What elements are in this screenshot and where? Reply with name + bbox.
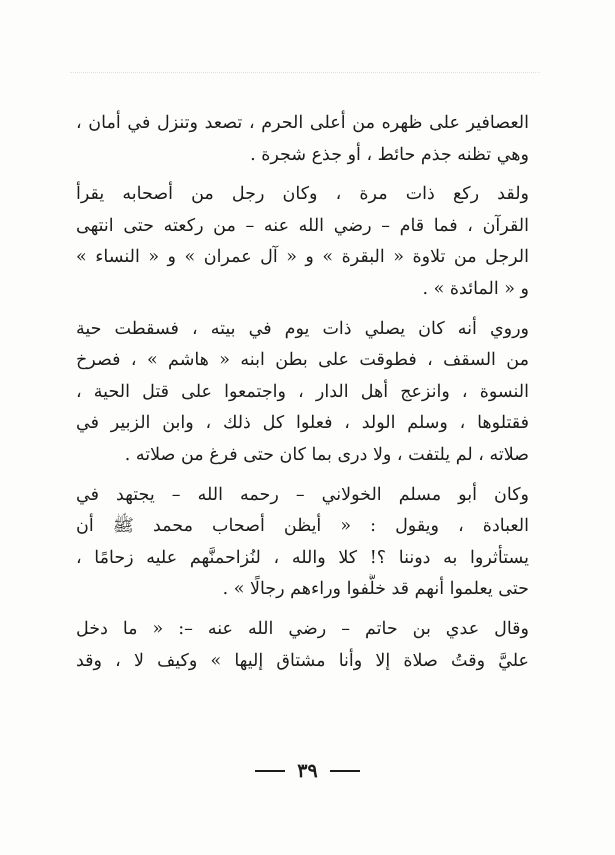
text-line: الرجل من تلاوة « البقرة » و « آل عمران » و « النساء »	[76, 247, 529, 268]
text-line: حتى يعلموا أنهم قد خلَّفوا وراءهم رجالًا » .	[222, 579, 529, 600]
text-line: ولقد ركع ذات مرة ، وكان رجل من أصحابه يقرأ	[76, 184, 529, 205]
dash-right	[330, 770, 360, 772]
text-line: يستأثروا به دوننا ؟! كلا والله ، لنُزاحمنَّهم عليه زحامًا ،	[76, 547, 529, 568]
text-line: من السقف ، فطوقت على بطن ابنه « هاشم » ، فصرخ	[76, 350, 529, 371]
text-line: وروي أنه كان يصلي ذات يوم في بيته ، فسقطت حية	[76, 318, 529, 339]
text-line: وقال عدي بن حاتم – رضي الله عنه –: « ما دخل	[76, 618, 529, 639]
paragraph-4	[76, 480, 529, 606]
text-line: العصافير على ظهره من أعلى الحرم ، تصعد وتنزل في أمان ،	[76, 113, 529, 133]
text-line: فقتلوها ، وسلم الولد ، فعلوا كل ذلك ، وابن الزبير في	[76, 413, 529, 434]
top-divider	[70, 72, 540, 73]
text-line: النسوة ، وانزعج أهل الدار ، واجتمعوا على قتل الحية ،	[76, 381, 529, 402]
paragraph-5	[76, 614, 529, 677]
page-number: ٣٩	[297, 760, 318, 782]
text-line: وكان أبو مسلم الخولاني – رحمه الله – يجتهد في	[76, 484, 529, 505]
paragraph-2	[76, 179, 529, 305]
text-line: صلاته ، لم يلتفت ، ولا درى بما كان حتى فرغ من صلاته .	[124, 444, 529, 465]
text-line: و « المائدة » .	[422, 278, 529, 299]
text-line: وهي تظنه جذم حائط ، أو جذع شجرة .	[250, 144, 529, 165]
text-line: القرآن ، فما قام – رضي الله عنه – من ركعته حتى انتهى	[76, 215, 529, 236]
body-text	[76, 108, 529, 677]
text-line: العبادة ، ويقول : « أيظن أصحاب محمد ﷺ أن	[76, 516, 529, 537]
dash-left	[255, 770, 285, 772]
text-line: عليَّ وقتُ صلاة إلا وأنا مشتاق إليها » وكيف لا ، وقد	[76, 650, 529, 671]
page-footer	[0, 755, 615, 786]
paragraph-1	[76, 108, 529, 171]
paragraph-3	[76, 314, 529, 472]
